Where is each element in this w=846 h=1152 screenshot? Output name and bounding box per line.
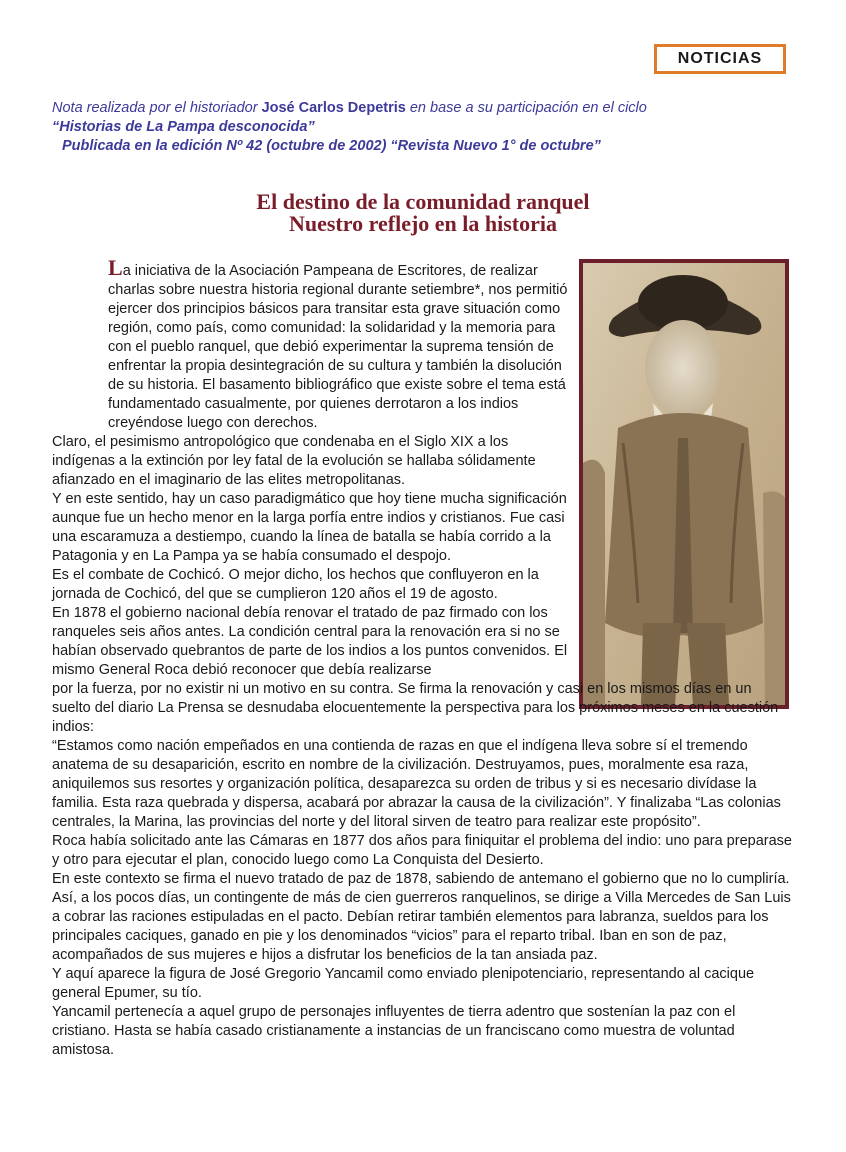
drop-cap: L — [108, 255, 123, 280]
title-line-2: Nuestro reflejo en la historia — [288, 211, 558, 236]
title-line-1: El destino de la comunidad ranquel — [256, 189, 590, 214]
body-column-beside-photo — [52, 255, 568, 680]
body-column-full-width — [52, 680, 792, 1060]
paragraph: Y en este sentido, hay un caso paradigmático que hoy tiene mucha significación aunque fue un hecho menor en la larga porfía entre indios y cristianos. Fue casi una escaramuza a destiempo, cuando la línea de batalla se había corrido a la Patagonia y en La Pampa ya se había consumado el despojo. — [52, 491, 567, 564]
credit-continuation: en base a su participación en el ciclo — [405, 100, 647, 116]
paragraph: Es el combate de Cochicó. O mejor dicho, los hechos que confluyeron en la jornada de Cochicó, del que se cumplieron 120 años el 19 de agosto. — [52, 567, 539, 602]
section-badge: NOTICIAS — [654, 44, 786, 74]
paragraph: “Estamos como nación empeñados en una contienda de razas en que el indígena lleva sobre sí el tremendo anatema de su desaparición, escrito en nombre de la civilización. Destruyamos, pues, moralmente esa raza, aniquilemos sus resortes y organización política, desaparezca su orden de tribus y si es necesario divídase la familia. Esta raza quebrada y dispersa, acabará por abrazar la causa de la civilización”. Y finalizaba “Las colonias centrales, la Marina, las provincias del norte y del litoral sirven de teatro para realizar este propósito”. — [52, 738, 781, 830]
paragraph: En 1878 el gobierno nacional debía renovar el tratado de paz firmado con los ranqueles seis años antes. La condición central para la renovación era si no se habían observado quebrantos de parte de los indios a los puntos convenidos. El mismo General Roca debió reconocer que debía realizarse — [52, 605, 568, 678]
paragraph: por la fuerza, por no existir ni un motivo en su contra. Se firma la renovación y casi en los mismos días en un suelto del diario La Prensa se desnudaba elocuentemente la perspectiva para los próximos meses en la cuestión indios: — [52, 681, 779, 735]
credit-intro: Nota realizada por el historiador — [52, 100, 262, 116]
article-credits — [52, 99, 812, 156]
paragraph: Y aquí aparece la figura de José Gregorio Yancamil como enviado plenipotenciario, representando al cacique general Epumer, su tío. — [52, 966, 755, 1001]
article-title — [0, 191, 846, 235]
paragraph: En este contexto se firma el nuevo tratado de paz de 1878, sabiendo de antemano el gobierno que no lo cumpliría. — [52, 871, 790, 887]
author-name: José Carlos Depetris — [261, 100, 406, 116]
paragraph: Así, a los pocos días, un contingente de más de cien guerreros ranquelinos, se dirige a Villa Mercedes de San Luis a cobrar las raciones estipuladas en el pacto. Debían retirar también elementos para labranza, sueldos para los principales caciques, ganado en pie y los denominados “vicios” para el reparto tribal. Iban en son de paz, acompañados de sus mujeres e hijos a disfrutar los beneficios de la tan ansiada paz. — [52, 890, 791, 963]
publication-info: Publicada en la edición Nº 42 (octubre de 2002) “Revista Nuevo 1° de octubre” — [62, 138, 601, 154]
paragraph: La iniciativa de la Asociación Pampeana de Escritores, de realizar charlas sobre nuestra historia regional durante setiembre*, nos permitió ejercer dos principios básicos para transitar esta grave situación como región, como país, como comunidad: la solidaridad y la memoria para con el pueblo ranquel, que debió experimentar la suprema tensión de enfrentar la propia desintegración de su cultura y también la disolución de su historia. El basamento bibliográfico que existe sobre el tema está fundamentado casualmente, por quienes derrotaron a los indios creyéndose luego con derechos. — [108, 255, 568, 431]
paragraph: Roca había solicitado ante las Cámaras en 1877 dos años para finiquitar el problema del indio: uno para preparase y otro para ejecutar el plan, conocido luego como La Conquista del Desierto. — [52, 833, 792, 868]
article-body — [52, 255, 792, 1060]
cycle-name: “Historias de La Pampa desconocida” — [52, 119, 315, 135]
paragraph: Yancamil pertenecía a aquel grupo de personajes influyentes de tierra adentro que sostenían la paz con el cristiano. Hasta se había casado cristianamente a instancias de un franciscano como muestra de voluntad amistosa. — [52, 1004, 736, 1058]
paragraph: Claro, el pesimismo antropológico que condenaba en el Siglo XIX a los indígenas a la extinción por ley fatal de la evolución se hallaba sólidamente afianzado en el imaginario de las elites metropolitanas. — [52, 434, 536, 488]
